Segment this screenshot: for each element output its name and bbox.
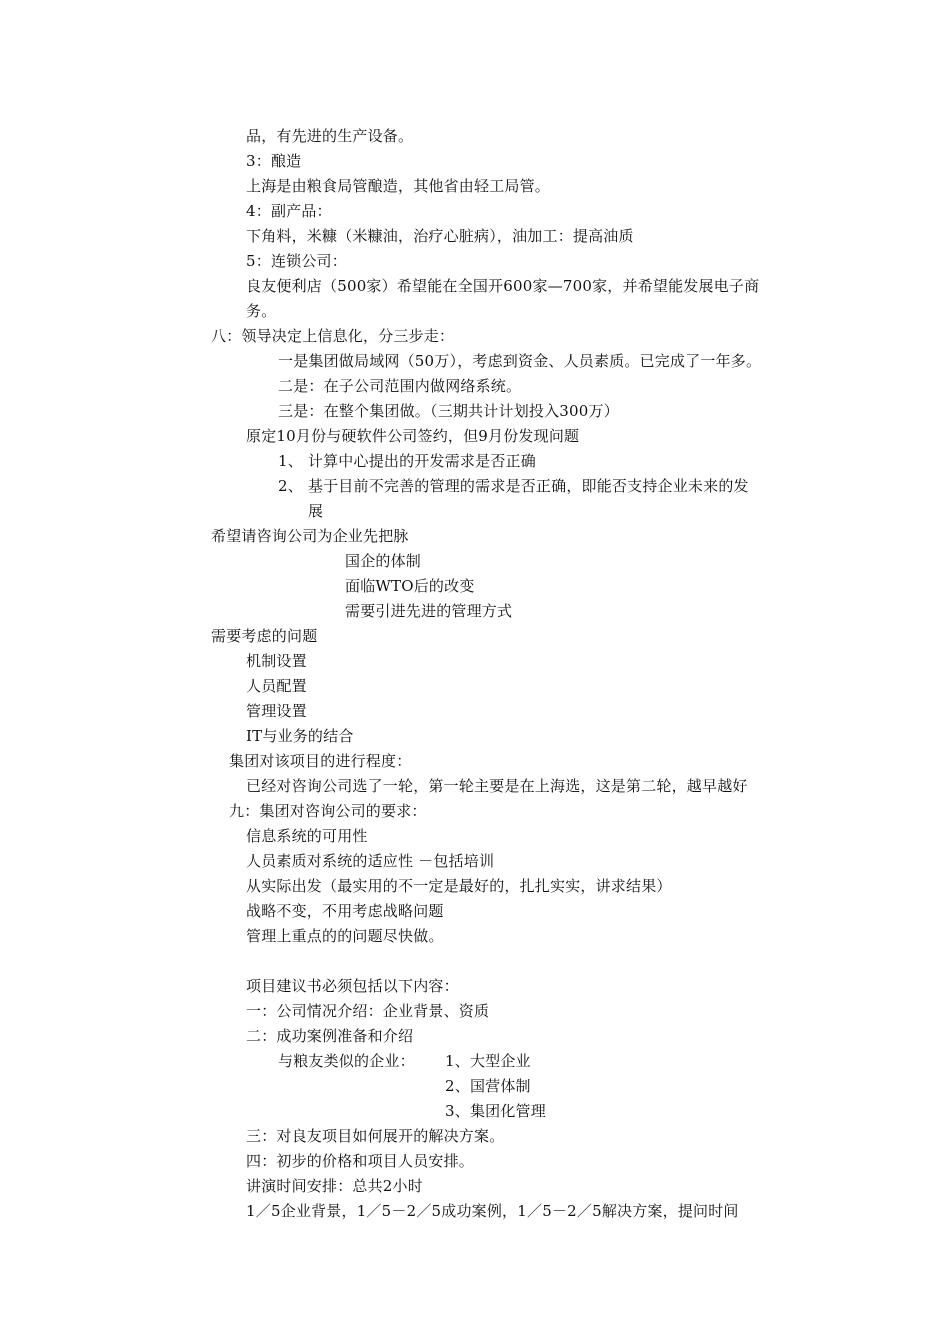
list-item: 一：公司情况介绍：企业背景、资质 xyxy=(246,1002,490,1020)
section-heading: 需要考虑的问题 xyxy=(211,627,318,645)
text-line: 上海是由粮食局管酿造，其他省由轻工局管。 xyxy=(246,177,551,195)
list-item: 管理上重点的的问题尽快做。 xyxy=(246,927,444,945)
text-line: 良友便利店（500家）希望能在全国开600家—700家，并希望能发展电子商 xyxy=(246,277,760,295)
text-line: 讲演时间安排：总共2小时 xyxy=(246,1177,423,1195)
list-item: 一是集团做局域网（50万），考虑到资金、人员素质。已完成了一年多。 xyxy=(278,352,762,370)
list-item: 人员配置 xyxy=(246,677,307,695)
numbered-item: 1、 计算中心提出的开发需求是否正确 xyxy=(278,452,536,470)
section-heading: 希望请咨询公司为企业先把脉 xyxy=(211,527,409,545)
list-item: 四：初步的价格和项目人员安排。 xyxy=(246,1152,475,1170)
list-item: 人员素质对系统的适应性 －包括培训 xyxy=(246,852,495,870)
list-item: 二是：在子公司范围内做网络系统。 xyxy=(278,377,522,395)
section-heading-byproducts: 4：副产品： xyxy=(246,202,332,220)
section-heading-eight: 八：领导决定上信息化，分三步走： xyxy=(211,327,455,345)
numbered-item: 2、国营体制 xyxy=(445,1077,531,1095)
section-heading-nine: 九：集团对咨询公司的要求： xyxy=(229,802,427,820)
list-item: 需要引进先进的管理方式 xyxy=(345,602,513,620)
section-heading: 项目建议书必须包括以下内容： xyxy=(246,977,459,995)
text-line: 品，有先进的生产设备。 xyxy=(246,127,414,145)
list-item: 二：成功案例准备和介绍 xyxy=(246,1027,414,1045)
list-item: 三：对良友项目如何展开的解决方案。 xyxy=(246,1127,505,1145)
text-line: 展 xyxy=(308,502,324,520)
list-item: IT与业务的结合 xyxy=(246,727,354,745)
list-item: 从实际出发（最实用的不一定是最好的，扎扎实实，讲求结果） xyxy=(246,877,672,895)
section-heading-chain-company: 5：连锁公司： xyxy=(246,252,347,270)
numbered-item: 1、大型企业 xyxy=(445,1052,531,1070)
list-item: 国企的体制 xyxy=(345,552,422,570)
numbered-item: 3、集团化管理 xyxy=(445,1102,546,1120)
list-item: 面临WTO后的改变 xyxy=(345,577,475,595)
text-line: 已经对咨询公司选了一轮，第一轮主要是在上海选，这是第二轮，越早越好 xyxy=(246,777,748,795)
text-line: 下角料，米糠（米糠油，治疗心脏病），油加工：提高油质 xyxy=(246,227,634,245)
numbered-item: 2、 基于目前不完善的管理的需求是否正确，即能否支持企业未来的发 xyxy=(278,477,749,495)
list-item: 机制设置 xyxy=(246,652,307,670)
section-heading-brewing: 3：酿造 xyxy=(246,152,302,170)
text-line: 务。 xyxy=(246,302,277,320)
list-item: 三是：在整个集团做。（三期共计计划投入300万） xyxy=(278,402,619,420)
list-item: 管理设置 xyxy=(246,702,307,720)
section-heading: 集团对该项目的进行程度： xyxy=(229,752,412,770)
text-line: 1／5企业背景，1／5－2／5成功案例，1／5－2／5解决方案，提问时间 xyxy=(246,1202,739,1220)
list-item: 信息系统的可用性 xyxy=(246,827,368,845)
text-line: 原定10月份与硬软件公司签约，但9月份发现问题 xyxy=(246,427,580,445)
list-item: 战略不变，不用考虑战略问题 xyxy=(246,902,444,920)
text-line: 与粮友类似的企业： xyxy=(278,1052,415,1070)
